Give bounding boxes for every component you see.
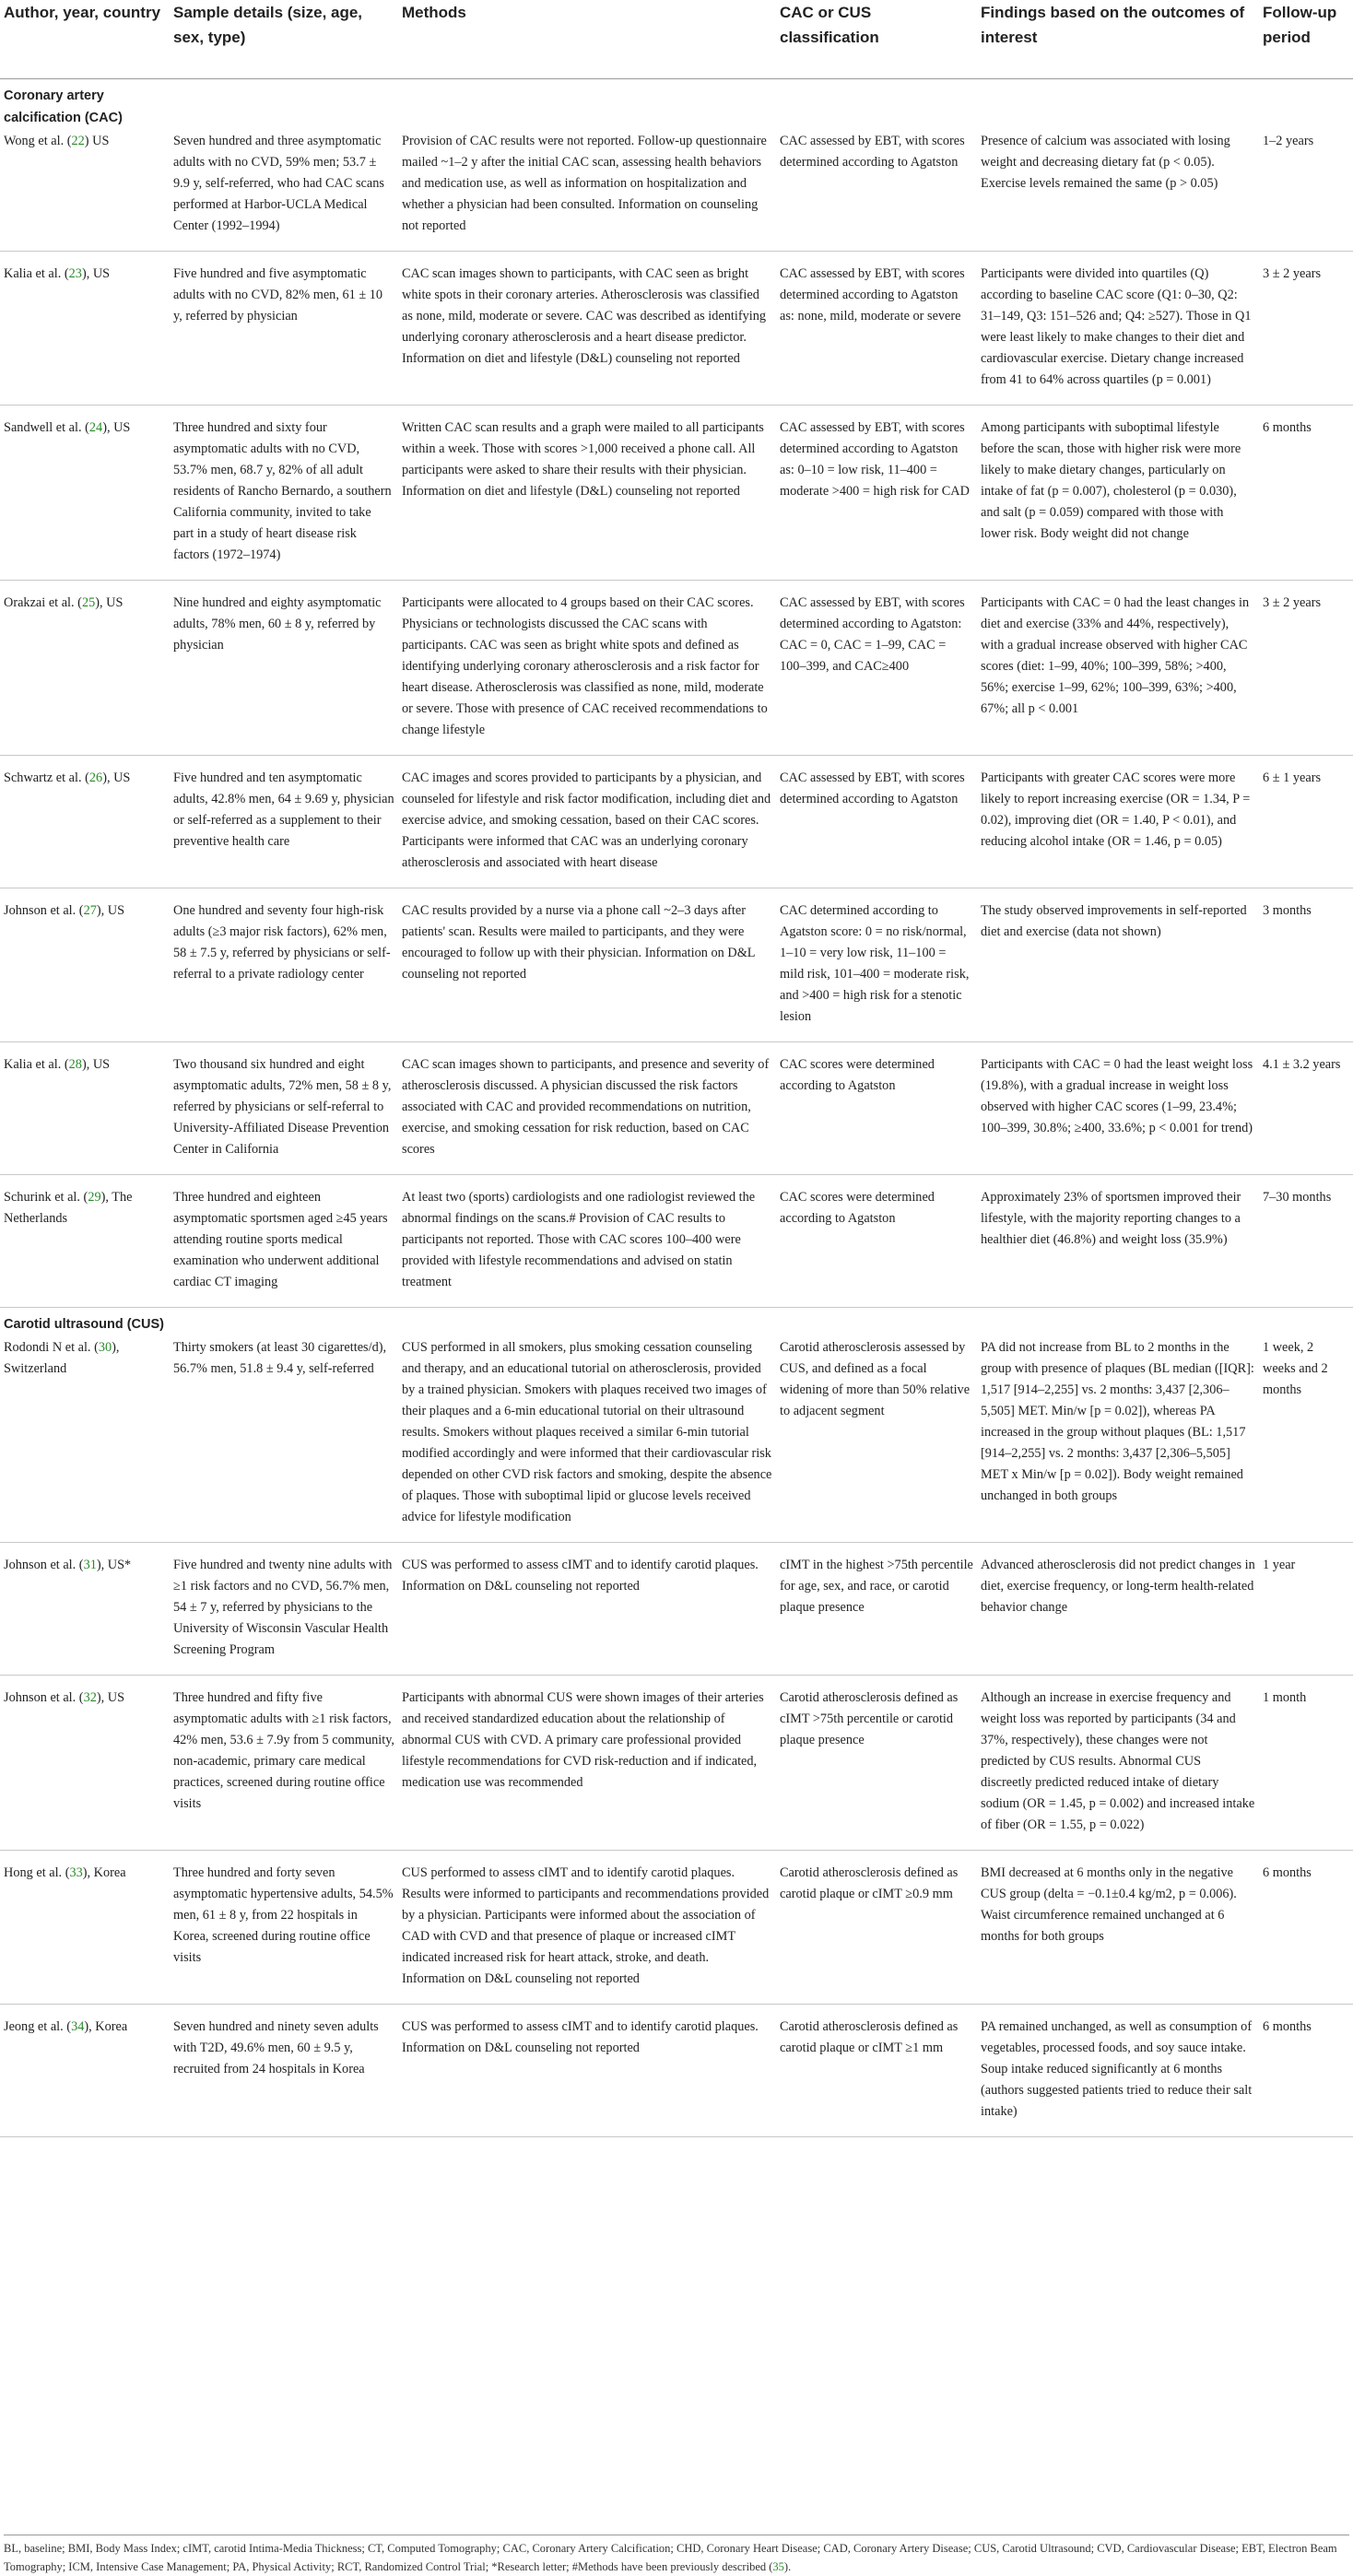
sample-cell: Thirty smokers (at least 30 cigarettes/d), 56.7% men, 51.8 ± 9.4 y, self-referred xyxy=(170,1335,398,1543)
findings-cell: Approximately 23% of sportsmen improved their lifestyle, with the majority reporting changes to a healthier diet (46.8%) and weight loss (35.9%) xyxy=(977,1175,1259,1308)
table-header-row xyxy=(0,0,1353,79)
author-country: ), US xyxy=(81,266,111,281)
followup-cell: 1 month xyxy=(1259,1676,1353,1851)
table-row xyxy=(0,1543,1353,1676)
author-cell xyxy=(0,406,170,581)
table-row xyxy=(0,756,1353,888)
author-country: ), US xyxy=(96,1690,125,1705)
reference-link[interactable]: 34 xyxy=(71,2019,85,2034)
footnote-end: ). xyxy=(783,2560,792,2573)
table-row xyxy=(0,888,1353,1042)
author-country: ), The Netherlands xyxy=(4,1190,133,1226)
header-author: Author, year, country xyxy=(0,0,170,79)
author-cell xyxy=(0,1543,170,1676)
author-country: ), Korea xyxy=(84,2019,128,2034)
reference-link[interactable]: 24 xyxy=(88,420,103,435)
methods-cell: CUS performed in all smokers, plus smoking cessation counseling and therapy, and an educational tutorial on atherosclerosis, provided by a trained physician. Smokers with plaques received two images of their plaques and a 6-min educational tutorial on their ultrasound results. Smokers without plaques received a similar 6-min tutorial modified accordingly and were informed that their cardiovascular risk depended on other CVD risk factors and smoking, despite the absence of plaques. Those with suboptimal lipid or glucose levels received advice for lifestyle modification xyxy=(398,1335,776,1543)
methods-cell: CUS was performed to assess cIMT and to identify carotid plaques. Information on D&L counseling not reported xyxy=(398,1543,776,1676)
table-row xyxy=(0,129,1353,252)
followup-cell: 6 months xyxy=(1259,2005,1353,2137)
reference-link[interactable]: 29 xyxy=(88,1190,101,1205)
footnote-reference-link[interactable]: 35 xyxy=(772,2560,784,2573)
table-row xyxy=(0,1676,1353,1851)
table-row xyxy=(0,406,1353,581)
header-followup: Follow-up period xyxy=(1259,0,1353,79)
author-cell xyxy=(0,129,170,252)
author-text: Johnson et al. ( xyxy=(4,903,84,918)
classification-cell: Carotid atherosclerosis assessed by CUS, and defined as a focal widening of more than 50% relative to adjacent segment xyxy=(776,1335,977,1543)
methods-cell: At least two (sports) cardiologists and one radiologist reviewed the abnormal findings on the scans.# Provision of CAC results to participants not reported. Those with CAC scores 100–400 were provided with lifestyle recommendations and advised on statin treatment xyxy=(398,1175,776,1308)
classification-cell: CAC assessed by EBT, with scores determined according to Agatston as: 0–10 = low risk, 11–400 = moderate >400 = high risk for CAD xyxy=(776,406,977,581)
table-row xyxy=(0,1042,1353,1175)
followup-cell: 3 months xyxy=(1259,888,1353,1042)
findings-cell: Advanced atherosclerosis did not predict changes in diet, exercise frequency, or long-term health-related behavior change xyxy=(977,1543,1259,1676)
reference-link[interactable]: 30 xyxy=(98,1340,112,1355)
author-text: Johnson et al. ( xyxy=(4,1558,84,1572)
table-row xyxy=(0,2005,1353,2137)
section-row-cac xyxy=(0,79,1353,130)
methods-cell: CAC scan images shown to participants, with CAC seen as bright white spots in their coronary arteries. Atherosclerosis was classified as none, mild, moderate or severe. CAC was described as identifying underlying coronary atherosclerosis and a heart disease predictor. Information on diet and lifestyle (D&L) counseling not reported xyxy=(398,252,776,406)
author-text: Jeong et al. ( xyxy=(4,2019,72,2034)
classification-cell: CAC assessed by EBT, with scores determined according to Agatston xyxy=(776,756,977,888)
author-country: ), US xyxy=(102,770,131,785)
author-cell xyxy=(0,888,170,1042)
classification-cell: CAC scores were determined according to Agatston xyxy=(776,1042,977,1175)
author-country: ), Korea xyxy=(82,1865,126,1880)
header-findings: Findings based on the outcomes of interest xyxy=(977,0,1259,79)
reference-link[interactable]: 26 xyxy=(88,770,103,785)
reference-link[interactable]: 32 xyxy=(83,1690,97,1705)
header-methods: Methods xyxy=(398,0,776,79)
author-country: ), US xyxy=(81,1057,111,1072)
table-row xyxy=(0,252,1353,406)
methods-cell: CAC images and scores provided to participants by a physician, and counseled for lifestyle and risk factor modification, including diet and exercise advice, and smoking cessation, based on their CAC scores. Participants were informed that CAC was an underlying coronary atherosclerosis and associated with heart disease xyxy=(398,756,776,888)
author-text: Wong et al. ( xyxy=(4,134,72,148)
methods-cell: CUS was performed to assess cIMT and to identify carotid plaques. Information on D&L counseling not reported xyxy=(398,2005,776,2137)
sample-cell: One hundred and seventy four high-risk adults (≥3 major risk factors), 62% men, 58 ± 7.5 y, referred by physicians or self-referral to a private radiology center xyxy=(170,888,398,1042)
author-text: Hong et al. ( xyxy=(4,1865,70,1880)
table-footnote xyxy=(4,2535,1349,2576)
findings-cell: Participants with CAC = 0 had the least changes in diet and exercise (33% and 44%, respectively), with a gradual increase observed with higher CAC scores (diet: 1–99, 40%; 100–399, 58%; >400, 56%; exercise 1–99, 62%; 100–399, 63%; >400, 67%; all p < 0.001 xyxy=(977,581,1259,756)
followup-cell: 1–2 years xyxy=(1259,129,1353,252)
methods-cell: Provision of CAC results were not reported. Follow-up questionnaire mailed ~1–2 y after the initial CAC scan, assessing health behaviors and medication use, as well as information on hospitalization and whether a physician had been consulted. Information on counseling not reported xyxy=(398,129,776,252)
author-text: Johnson et al. ( xyxy=(4,1690,84,1705)
classification-cell: cIMT in the highest >75th percentile for age, sex, and race, or carotid plaque presence xyxy=(776,1543,977,1676)
methods-cell: Written CAC scan results and a graph were mailed to all participants within a week. Those with scores >1,000 received a phone call. All participants were asked to share their results with their physician. Information on diet and lifestyle (D&L) counseling not reported xyxy=(398,406,776,581)
sample-cell: Seven hundred and ninety seven adults with T2D, 49.6% men, 60 ± 9.5 y, recruited from 24 hospitals in Korea xyxy=(170,2005,398,2137)
table-row xyxy=(0,1335,1353,1543)
sample-cell: Seven hundred and three asymptomatic adults with no CVD, 59% men; 53.7 ± 9.9 y, self-referred, who had CAC scans performed at Harbor-UCLA Medical Center (1992–1994) xyxy=(170,129,398,252)
classification-cell: CAC determined according to Agatston score: 0 = no risk/normal, 1–10 = very low risk, 11–100 = mild risk, 101–400 = moderate risk, and >400 = high risk for a stenotic lesion xyxy=(776,888,977,1042)
reference-link[interactable]: 22 xyxy=(71,134,85,148)
followup-cell: 1 week, 2 weeks and 2 months xyxy=(1259,1335,1353,1543)
author-text: Schurink et al. ( xyxy=(4,1190,88,1205)
findings-cell: Among participants with suboptimal lifestyle before the scan, those with higher risk were more likely to make dietary changes, particularly on intake of fat (p = 0.007), cholesterol (p = 0.030), and salt (p = 0.059) compared with those with lower risk. Body weight did not change xyxy=(977,406,1259,581)
findings-cell: Participants with greater CAC scores were more likely to report increasing exercise (OR = 1.34, P = 0.02), improving diet (OR = 1.40, P < 0.01), and reducing alcohol intake (OR = 1.46, p = 0.05) xyxy=(977,756,1259,888)
sample-cell: Five hundred and ten asymptomatic adults, 42.8% men, 64 ± 9.69 y, physician or self-referred as a supplement to their preventive health care xyxy=(170,756,398,888)
author-country: ), US xyxy=(96,903,125,918)
author-text: Rodondi N et al. ( xyxy=(4,1340,99,1355)
classification-cell: Carotid atherosclerosis defined as carotid plaque or cIMT ≥1 mm xyxy=(776,2005,977,2137)
classification-cell: CAC assessed by EBT, with scores determined according to Agatston xyxy=(776,129,977,252)
author-country: ) US xyxy=(84,134,110,148)
classification-cell: CAC assessed by EBT, with scores determined according to Agatston as: none, mild, moderate or severe xyxy=(776,252,977,406)
sample-cell: Three hundred and fifty five asymptomatic adults with ≥1 risk factors, 42% men, 53.6 ± 7.9y from 5 community, non-academic, primary care medical practices, screened during routine office visits xyxy=(170,1676,398,1851)
classification-cell: CAC assessed by EBT, with scores determined according to Agatston: CAC = 0, CAC = 1–99, CAC = 100–399, and CAC≥400 xyxy=(776,581,977,756)
author-country: ), Switzerland xyxy=(4,1340,120,1376)
author-cell xyxy=(0,2005,170,2137)
findings-cell: Participants were divided into quartiles (Q) according to baseline CAC score (Q1: 0–30, Q2: 31–149, Q3: 151–526 and; Q4: ≥527). Those in Q1 were least likely to make changes to their diet and cardiovascular exercise. Dietary change increased from 41 to 64% across quartiles (p = 0.001) xyxy=(977,252,1259,406)
followup-cell: 3 ± 2 years xyxy=(1259,581,1353,756)
header-classification: CAC or CUS classification xyxy=(776,0,977,79)
classification-cell: Carotid atherosclerosis defined as cIMT >75th percentile or carotid plaque presence xyxy=(776,1676,977,1851)
section-title-cac: Coronary artery calcification (CAC) xyxy=(4,88,123,125)
author-text: Sandwell et al. ( xyxy=(4,420,89,435)
classification-cell: Carotid atherosclerosis defined as carotid plaque or cIMT ≥0.9 mm xyxy=(776,1851,977,2005)
section-row-cus xyxy=(0,1308,1353,1336)
sample-cell: Three hundred and forty seven asymptomatic hypertensive adults, 54.5% men, 61 ± 8 y, from 22 hospitals in Korea, screened during routine office visits xyxy=(170,1851,398,2005)
sample-cell: Five hundred and five asymptomatic adults with no CVD, 82% men, 61 ± 10 y, referred by physician xyxy=(170,252,398,406)
followup-cell: 4.1 ± 3.2 years xyxy=(1259,1042,1353,1175)
sample-cell: Three hundred and sixty four asymptomatic adults with no CVD, 53.7% men, 68.7 y, 82% of all adult residents of Rancho Bernardo, a southern California community, invited to take part in a study of heart disease risk factors (1972–1974) xyxy=(170,406,398,581)
methods-cell: CAC scan images shown to participants, and presence and severity of atherosclerosis discussed. A physician discussed the risk factors associated with CAC and provided recommendations on nutrition, exercise, and smoking cessation for risk reduction, based on CAC scores xyxy=(398,1042,776,1175)
author-text: Kalia et al. ( xyxy=(4,266,69,281)
author-cell xyxy=(0,252,170,406)
author-cell xyxy=(0,1851,170,2005)
findings-cell: Participants with CAC = 0 had the least weight loss (19.8%), with a gradual increase in weight loss observed with higher CAC scores (1–99, 23.4%; 100–399, 30.8%; ≥400, 33.6%; p < 0.001 for trend) xyxy=(977,1042,1259,1175)
author-cell xyxy=(0,1676,170,1851)
sample-cell: Three hundred and eighteen asymptomatic sportsmen aged ≥45 years attending routine sports medical examination who underwent additional cardiac CT imaging xyxy=(170,1175,398,1308)
followup-cell: 1 year xyxy=(1259,1543,1353,1676)
findings-cell: PA did not increase from BL to 2 months in the group with presence of plaques (BL median ([IQR]: 1,517 [914–2,255] vs. 2 months: 3,437 [2,306–5,505] MET. Min/w [p = 0.02]), whereas PA increased in the group without plaques (BL: 1,517 [914–2,255] vs. 2 months: 3,437 [2,306–5,505] MET x Min/w [p = 0.02]). Body weight remained unchanged in both groups xyxy=(977,1335,1259,1543)
methods-cell: Participants were allocated to 4 groups based on their CAC scores. Physicians or technologists discussed the CAC scans with participants. CAC was seen as bright white spots and defined as identifying underlying coronary atherosclerosis and a risk factor for heart disease. Atherosclerosis was classified as none, mild, moderate or severe. Those with presence of CAC received recommendations to change lifestyle xyxy=(398,581,776,756)
author-text: Kalia et al. ( xyxy=(4,1057,69,1072)
author-country: ), US xyxy=(95,595,124,610)
findings-cell: PA remained unchanged, as well as consumption of vegetables, processed foods, and soy sauce intake. Soup intake reduced significantly at 6 months (authors suggested patients tried to reduce their salt intake) xyxy=(977,2005,1259,2137)
followup-cell: 6 ± 1 years xyxy=(1259,756,1353,888)
author-text: Schwartz et al. ( xyxy=(4,770,89,785)
sample-cell: Two thousand six hundred and eight asymptomatic adults, 72% men, 58 ± 8 y, referred by physicians or self-referral to University-Affiliated Disease Prevention Center in California xyxy=(170,1042,398,1175)
methods-cell: CAC results provided by a nurse via a phone call ~2–3 days after patients' scan. Results were mailed to participants, and they were encouraged to follow up with their physician. Information on D&L counseling not reported xyxy=(398,888,776,1042)
sample-cell: Nine hundred and eighty asymptomatic adults, 78% men, 60 ± 8 y, referred by physician xyxy=(170,581,398,756)
author-text: Orakzai et al. ( xyxy=(4,595,82,610)
section-title-cus: Carotid ultrasound (CUS) xyxy=(4,1317,164,1332)
author-cell xyxy=(0,756,170,888)
table-row xyxy=(0,1175,1353,1308)
author-country: ), US* xyxy=(96,1558,132,1572)
reference-link[interactable]: 23 xyxy=(68,266,82,281)
reference-link[interactable]: 33 xyxy=(69,1865,83,1880)
reference-link[interactable]: 28 xyxy=(68,1057,82,1072)
followup-cell: 6 months xyxy=(1259,1851,1353,2005)
author-cell xyxy=(0,581,170,756)
findings-cell: The study observed improvements in self-reported diet and exercise (data not shown) xyxy=(977,888,1259,1042)
findings-cell: Presence of calcium was associated with losing weight and decreasing dietary fat (p < 0.05). Exercise levels remained the same (p > 0.05) xyxy=(977,129,1259,252)
followup-cell: 7–30 months xyxy=(1259,1175,1353,1308)
findings-cell: Although an increase in exercise frequency and weight loss was reported by participants (34 and 37%, respectively), these changes were not predicted by CUS results. Abnormal CUS discreetly predicted reduced intake of dietary sodium (OR = 1.45, p = 0.002) and increased intake of fiber (OR = 1.55, p = 0.022) xyxy=(977,1676,1259,1851)
table-row xyxy=(0,1851,1353,2005)
author-cell xyxy=(0,1335,170,1543)
author-cell xyxy=(0,1175,170,1308)
classification-cell: CAC scores were determined according to Agatston xyxy=(776,1175,977,1308)
methods-cell: CUS performed to assess cIMT and to identify carotid plaques. Results were informed to participants and recommendations provided by a physician. Participants were informed about the association of CAD with CVD and that presence of plaque or increased cIMT indicated increased risk for heart attack, stroke, and death. Information on D&L counseling not reported xyxy=(398,1851,776,2005)
header-sample: Sample details (size, age, sex, type) xyxy=(170,0,398,79)
author-country: ), US xyxy=(102,420,131,435)
footnote-text: BL, baseline; BMI, Body Mass Index; cIMT, carotid Intima-Media Thickness; CT, Computed Tomography; CAC, Coronary Artery Calcification; CHD, Coronary Heart Disease; CAD, Coronary Artery Disease; CUS, Carotid Ultrasound; CVD, Cardiovascular Disease; EBT, Electron Beam Tomography; ICM, Intensive Case Management; PA, Physical Activity; RCT, Randomized Control Trial; *Research letter; #Methods have been previously described ( xyxy=(4,2542,1337,2573)
reference-link[interactable]: 31 xyxy=(83,1558,97,1572)
followup-cell: 6 months xyxy=(1259,406,1353,581)
findings-cell: BMI decreased at 6 months only in the negative CUS group (delta = −0.1±0.4 kg/m2, p = 0.006). Waist circumference remained unchanged at 6 months for both groups xyxy=(977,1851,1259,2005)
reference-link[interactable]: 27 xyxy=(83,903,97,918)
sample-cell: Five hundred and twenty nine adults with ≥1 risk factors and no CVD, 56.7% men, 54 ± 7 y, referred by physicians to the University of Wisconsin Vascular Health Screening Program xyxy=(170,1543,398,1676)
table-row xyxy=(0,581,1353,756)
reference-link[interactable]: 25 xyxy=(81,595,96,610)
methods-cell: Participants with abnormal CUS were shown images of their arteries and received standardized education about the relationship of abnormal CUS with CVD. A primary care professional provided lifestyle recommendations for CVD risk-reduction and if indicated, medication use was recommended xyxy=(398,1676,776,1851)
followup-cell: 3 ± 2 years xyxy=(1259,252,1353,406)
author-cell xyxy=(0,1042,170,1175)
